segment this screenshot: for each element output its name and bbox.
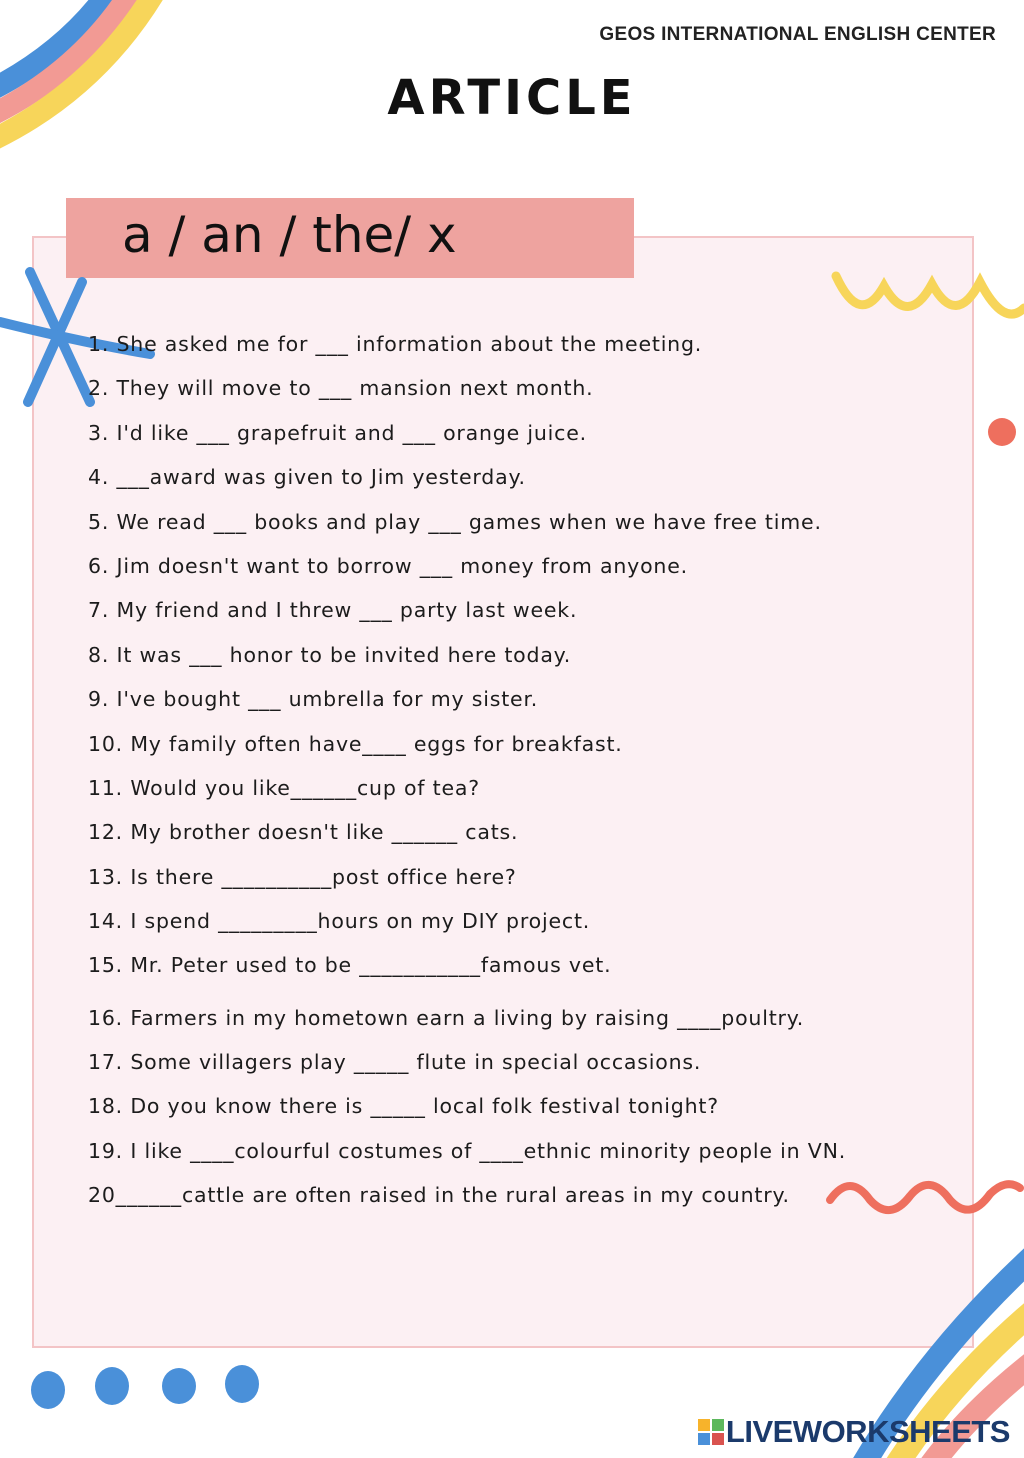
question-item: 18. Do you know there is _____ local folk festival tonight?	[88, 1094, 719, 1119]
school-name: GEOS INTERNATIONAL ENGLISH CENTER	[599, 24, 996, 45]
question-item: 13. Is there __________post office here?	[88, 864, 517, 889]
watermark-text: LIVEWORKSHEETS	[725, 1414, 1010, 1449]
dots-decoration	[28, 1362, 268, 1414]
liveworksheets-watermark	[698, 1414, 1010, 1450]
squiggle-icon	[830, 268, 1024, 324]
question-item: 19. I like ____colourful costumes of ____ethnic minority people in VN.	[88, 1138, 847, 1163]
liveworksheets-logo-icon	[698, 1419, 724, 1445]
page-title: ARTICLE	[387, 70, 637, 126]
question-item: 5. We read ___ books and play ___ games when we have free time.	[88, 509, 822, 534]
question-item: 17. Some villagers play _____ flute in special occasions.	[88, 1050, 702, 1075]
question-item: 1. She asked me for ___ information about the meeting.	[88, 332, 703, 356]
question-item: 12. My brother doesn't like ______ cats.	[88, 820, 519, 845]
dot-icon	[31, 1371, 65, 1409]
question-item: 8. It was ___ honor to be invited here today.	[88, 642, 572, 667]
dot-icon	[162, 1368, 196, 1404]
question-item: 15. Mr. Peter used to be ___________famous vet.	[88, 953, 612, 978]
question-item: 9. I've bought ___ umbrella for my sister.	[88, 687, 539, 712]
question-item: 2. They will move to ___ mansion next month.	[88, 376, 594, 401]
dot-icon	[225, 1365, 259, 1403]
banner-text: a / an / the/ x	[122, 206, 457, 264]
question-item: 6. Jim doesn't want to borrow ___ money from anyone.	[88, 553, 688, 578]
dot-icon	[986, 416, 1018, 448]
question-item: 11. Would you like______cup of tea?	[88, 775, 480, 800]
dot-icon	[95, 1367, 129, 1405]
question-item: 7. My friend and I threw ___ party last week.	[88, 598, 578, 623]
question-item: 3. I'd like ___ grapefruit and ___ orange juice.	[88, 420, 587, 445]
question-item: 16. Farmers in my hometown earn a living by raising ____poultry.	[88, 1005, 805, 1030]
question-item: 20______cattle are often raised in the rural areas in my country.	[88, 1183, 790, 1208]
question-list	[88, 326, 988, 1221]
question-item: 14. I spend _________hours on my DIY project.	[88, 909, 591, 934]
question-item: 4. ___award was given to Jim yesterday.	[88, 465, 526, 490]
question-item: 10. My family often have____ eggs for breakfast.	[88, 731, 623, 756]
